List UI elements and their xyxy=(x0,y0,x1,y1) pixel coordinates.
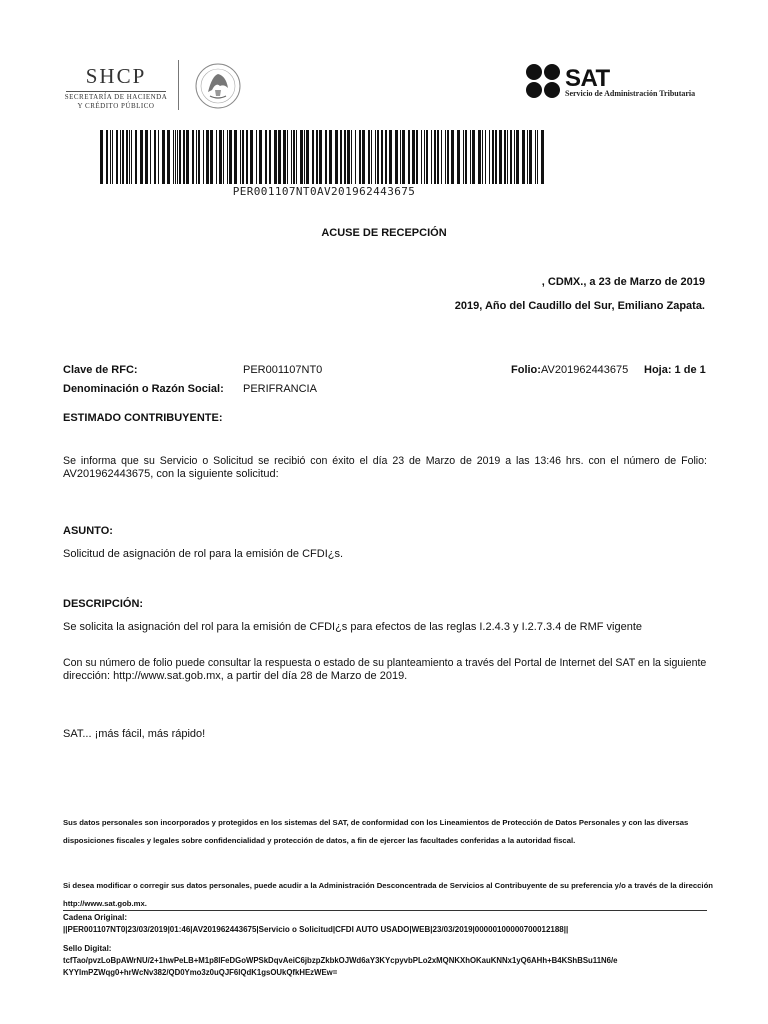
barcode-bar xyxy=(291,130,292,184)
barcode-bar xyxy=(316,130,318,184)
barcode-bar xyxy=(470,130,471,184)
consulta-paragraph xyxy=(63,657,707,683)
barcode-bar xyxy=(522,130,525,184)
sello-line-1: tcfTao/pvzLoBpAWrNU/2+1hwPeLB+M1p8lFeDGoWPSkDqvAeiC6jbzpZkbkOJWd6aY3KYcpyvbPLo2xMQNKXhOKauKNNx1yQ6AHh+B4KShBSu11N6/e xyxy=(63,956,618,965)
barcode-bar xyxy=(154,130,156,184)
barcode-bar xyxy=(140,130,143,184)
name-label: Denominación o Razón Social: xyxy=(63,383,224,395)
modify-notice xyxy=(63,877,713,913)
barcode-bar xyxy=(451,130,454,184)
barcode-bar xyxy=(219,130,222,184)
barcode-bar xyxy=(296,130,297,184)
barcode-bar xyxy=(437,130,439,184)
barcode-bar xyxy=(465,130,467,184)
sello-line-2: KYYlmPZWqg0+hrWcNv382/QD0Ymo3z0uQJF6lQdK1gsOUkQfkHEzWEw= xyxy=(63,968,338,977)
page-count: Hoja: 1 de 1 xyxy=(644,364,706,376)
barcode-bar xyxy=(504,130,506,184)
barcode-bar xyxy=(362,130,365,184)
barcode-bar xyxy=(535,130,536,184)
barcode-bar xyxy=(300,130,303,184)
folio-value: AV201962443675 xyxy=(541,364,629,376)
barcode-bar xyxy=(120,130,121,184)
barcode-bar xyxy=(242,130,244,184)
barcode-bar xyxy=(206,130,209,184)
barcode-bar xyxy=(112,130,113,184)
barcode-bar xyxy=(293,130,295,184)
barcode-bar xyxy=(167,130,170,184)
barcode-bar xyxy=(344,130,346,184)
barcode-bar xyxy=(126,130,128,184)
barcode-bar xyxy=(541,130,544,184)
cadena-original xyxy=(63,912,713,936)
barcode-bar xyxy=(319,130,322,184)
barcode-bar xyxy=(368,130,370,184)
national-seal-icon xyxy=(190,62,246,110)
barcode-bar xyxy=(377,130,379,184)
barcode-bar xyxy=(482,130,483,184)
barcode xyxy=(98,130,550,184)
greeting: ESTIMADO CONTRIBUYENTE: xyxy=(63,412,223,424)
barcode-bar xyxy=(216,130,217,184)
barcode-bar xyxy=(229,130,232,184)
barcode-bar xyxy=(485,130,486,184)
barcode-bar xyxy=(179,130,181,184)
asunto-text: Solicitud de asignación de rol para la emisión de CFDI¿s. xyxy=(63,548,344,560)
intro-paragraph xyxy=(63,455,707,481)
barcode-bar xyxy=(527,130,528,184)
cadena-value: ||PER001107NT0|23/03/2019|01:46|AV201962443675|Servicio o Solicitud|CFDI AUTO USADO|WEB|23/03/2019|00000100000700012188|| xyxy=(63,925,569,934)
barcode-bar xyxy=(116,130,118,184)
barcode-bar xyxy=(492,130,494,184)
barcode-bar xyxy=(421,130,422,184)
barcode-bar xyxy=(489,130,490,184)
barcode-bar xyxy=(408,130,410,184)
logo-divider xyxy=(178,60,179,110)
barcode-bar xyxy=(234,130,237,184)
barcode-bar xyxy=(265,130,267,184)
barcode-bar xyxy=(355,130,356,184)
barcode-bar xyxy=(227,130,228,184)
barcode-bar xyxy=(389,130,392,184)
barcode-bar xyxy=(335,130,338,184)
barcode-bar xyxy=(340,130,342,184)
footer-divider xyxy=(63,910,707,911)
barcode-bar xyxy=(325,130,327,184)
barcode-bar xyxy=(457,130,460,184)
name-value: PERIFRANCIA xyxy=(243,383,317,395)
barcode-bar xyxy=(395,130,398,184)
intro-line-2: AV201962443675, con la siguiente solicitud: xyxy=(63,468,279,480)
barcode-bar xyxy=(463,130,464,184)
barcode-bar xyxy=(499,130,502,184)
rfc-label: Clave de RFC: xyxy=(63,364,138,376)
barcode-bar xyxy=(158,130,159,184)
barcode-bar xyxy=(375,130,376,184)
barcode-bar xyxy=(514,130,515,184)
sello-label: Sello Digital: xyxy=(63,944,112,953)
barcode-bar xyxy=(312,130,314,184)
shcp-wordmark: SHCP xyxy=(85,64,147,88)
barcode-bar xyxy=(507,130,508,184)
sat-dots-icon xyxy=(525,63,563,99)
barcode-bar xyxy=(416,130,418,184)
barcode-bar xyxy=(100,130,103,184)
barcode-bar xyxy=(223,130,224,184)
barcode-bar xyxy=(381,130,383,184)
intro-line-1: Se informa que su Servicio o Solicitud se recibió con éxito el día 23 de Marzo de 2019 a las 13:46 hrs. con el número de Folio: xyxy=(63,455,707,467)
barcode-bar xyxy=(371,130,372,184)
barcode-bar xyxy=(196,130,197,184)
barcode-bar xyxy=(259,130,262,184)
barcode-bar xyxy=(274,130,277,184)
barcode-bar xyxy=(359,130,361,184)
shcp-rule xyxy=(66,91,166,92)
descripcion-text: Se solicita la asignación del rol para la emisión de CFDI¿s para efectos de las reglas I.2.4.3 y I.2.7.3.4 de RMF vigente xyxy=(63,621,643,633)
barcode-bar xyxy=(256,130,257,184)
barcode-bar xyxy=(347,130,350,184)
barcode-bar xyxy=(478,130,481,184)
asunto-heading: ASUNTO: xyxy=(63,525,113,537)
cadena-label: Cadena Original: xyxy=(63,913,128,922)
barcode-bar xyxy=(198,130,200,184)
sat-wordmark: SAT xyxy=(565,65,610,92)
barcode-bar xyxy=(510,130,512,184)
privacy-line-1: Sus datos personales son incorporados y protegidos en los sistemas del SAT, de conformidad con los Lineamientos de Protección de Datos Personales y con las diversas xyxy=(63,818,689,827)
barcode-bar xyxy=(402,130,405,184)
barcode-text: PER001107NT0AV201962443675 xyxy=(232,185,416,198)
year-motto: 2019, Año del Caudillo del Sur, Emiliano Zapata. xyxy=(454,300,705,312)
barcode-bar xyxy=(400,130,401,184)
barcode-bar xyxy=(537,130,538,184)
shcp-subtitle-1: SECRETARÍA DE HACIENDA xyxy=(64,93,168,101)
place-date: , CDMX., a 23 de Marzo de 2019 xyxy=(541,276,705,288)
barcode-bar xyxy=(203,130,204,184)
barcode-bar xyxy=(529,130,532,184)
barcode-bar xyxy=(412,130,415,184)
sat-logo xyxy=(525,63,715,103)
barcode-bar xyxy=(516,130,519,184)
barcode-bar xyxy=(173,130,174,184)
privacy-line-2: disposiciones fiscales y legales sobre confidencialidad y protección de datos, a fin de ejercer las facultades conferidas a la autoridad fiscal. xyxy=(63,836,576,845)
modify-line-1: Si desea modificar o corregir sus datos personales, puede acudir a la Administración Desconcentrada de Servicios al Contribuyente de su preferencia y/o a través de la dirección xyxy=(63,881,713,890)
barcode-bar xyxy=(106,130,108,184)
barcode-bar xyxy=(110,130,111,184)
barcode-bar xyxy=(122,130,124,184)
rfc-value: PER001107NT0 xyxy=(243,364,323,376)
barcode-bar xyxy=(246,130,248,184)
barcode-bar xyxy=(150,130,151,184)
sello-digital xyxy=(63,943,713,979)
privacy-notice xyxy=(63,814,713,850)
barcode-bar xyxy=(162,130,165,184)
barcode-bar xyxy=(306,130,309,184)
barcode-bar xyxy=(431,130,432,184)
barcode-bar xyxy=(434,130,436,184)
barcode-bar xyxy=(186,130,189,184)
barcode-bar xyxy=(278,130,281,184)
barcode-bar xyxy=(250,130,253,184)
shcp-logo xyxy=(62,60,262,115)
barcode-bar xyxy=(192,130,194,184)
barcode-bar xyxy=(269,130,271,184)
barcode-bar xyxy=(240,130,241,184)
shcp-subtitle-2: Y CRÉDITO PÚBLICO xyxy=(77,102,155,110)
barcode-bar xyxy=(283,130,286,184)
document-title: ACUSE DE RECEPCIÓN xyxy=(321,227,447,239)
barcode-bar xyxy=(210,130,213,184)
modify-line-2: http://www.sat.gob.mx. xyxy=(63,899,147,908)
barcode-bar xyxy=(145,130,148,184)
barcode-bar xyxy=(175,130,176,184)
barcode-bar xyxy=(177,130,178,184)
barcode-bar xyxy=(445,130,446,184)
barcode-bar xyxy=(472,130,475,184)
sat-subtitle: Servicio de Administración Tributaria xyxy=(565,89,696,98)
barcode-bar xyxy=(131,130,132,184)
barcode-bar xyxy=(385,130,387,184)
barcode-bar xyxy=(441,130,442,184)
barcode-bar xyxy=(287,130,288,184)
barcode-bar xyxy=(183,130,185,184)
barcode-bar xyxy=(424,130,425,184)
barcode-bar xyxy=(329,130,332,184)
barcode-bar xyxy=(129,130,130,184)
consulta-line-2: dirección: http://www.sat.gob.mx, a partir del día 28 de Marzo de 2019. xyxy=(63,670,408,682)
barcode-bar xyxy=(426,130,428,184)
folio-label: Folio: xyxy=(511,364,541,376)
slogan: SAT... ¡más fácil, más rápido! xyxy=(63,728,206,740)
barcode-bar xyxy=(447,130,449,184)
barcode-bar xyxy=(135,130,137,184)
barcode-bar xyxy=(351,130,352,184)
barcode-bar xyxy=(495,130,497,184)
barcode-bar xyxy=(304,130,305,184)
descripcion-heading: DESCRIPCIÓN: xyxy=(63,598,144,610)
consulta-line-1: Con su número de folio puede consultar la respuesta o estado de su planteamiento a través del Portal de Internet del SAT en la siguiente xyxy=(63,657,707,669)
